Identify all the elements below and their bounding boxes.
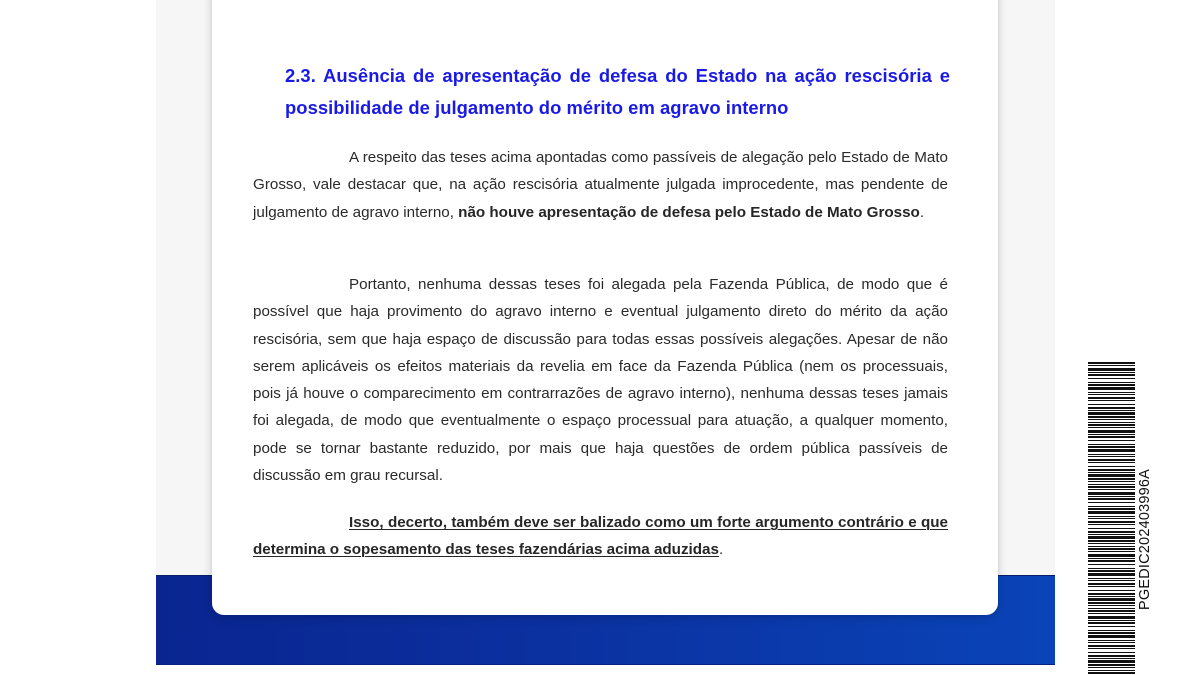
barcode xyxy=(1088,362,1135,675)
paragraph-3-emphasis: Isso, decerto, também deve ser balizado como um forte argumento contrário e que determina o sopesamento das teses fazendárias acima aduzidas xyxy=(253,514,948,559)
paragraph-1-bold: não houve apresentação de defesa pelo Estado de Mato Grosso xyxy=(458,203,920,221)
barcode-label: PGEDIC202403996A xyxy=(1137,468,1153,610)
paragraph-1-end: . xyxy=(919,203,925,221)
paragraph-1 xyxy=(253,144,948,226)
paragraph-3 xyxy=(253,509,948,564)
section-heading: 2.3. Ausência de apresentação de defesa do Estado na ação rescisória e possibilidade de julgamento do mérito em agravo interno xyxy=(285,65,950,118)
paragraph-2: Portanto, nenhuma dessas teses foi alegada pela Fazenda Pública, de modo que é possível que haja provimento do agravo interno e eventual julgamento direto do mérito da ação rescisória, sem que haja espaço de discussão para todas essas possíveis alegações. Apesar de não serem aplicáveis os efeitos materiais da revelia em face da Fazenda Pública (nem os processuais, pois já houve o comparecimento em contrarrazões de agravo interno), nenhuma dessas teses jamais foi alegada, de modo que eventualmente o espaço processual para atuação, a qualquer momento, pode se tornar bastante reduzido, por mais que haja questões de ordem pública passíveis de discussão em grau recursal. xyxy=(253,276,948,485)
paragraph-3-end: . xyxy=(718,541,724,559)
paragraph-1-text: A respeito das teses acima apontadas como passíveis de alegação pelo Estado de Mato Grosso, vale destacar que, na ação rescisória atualmente julgada improcedente, mas pendente de julgamento de agravo interno, xyxy=(253,149,948,221)
